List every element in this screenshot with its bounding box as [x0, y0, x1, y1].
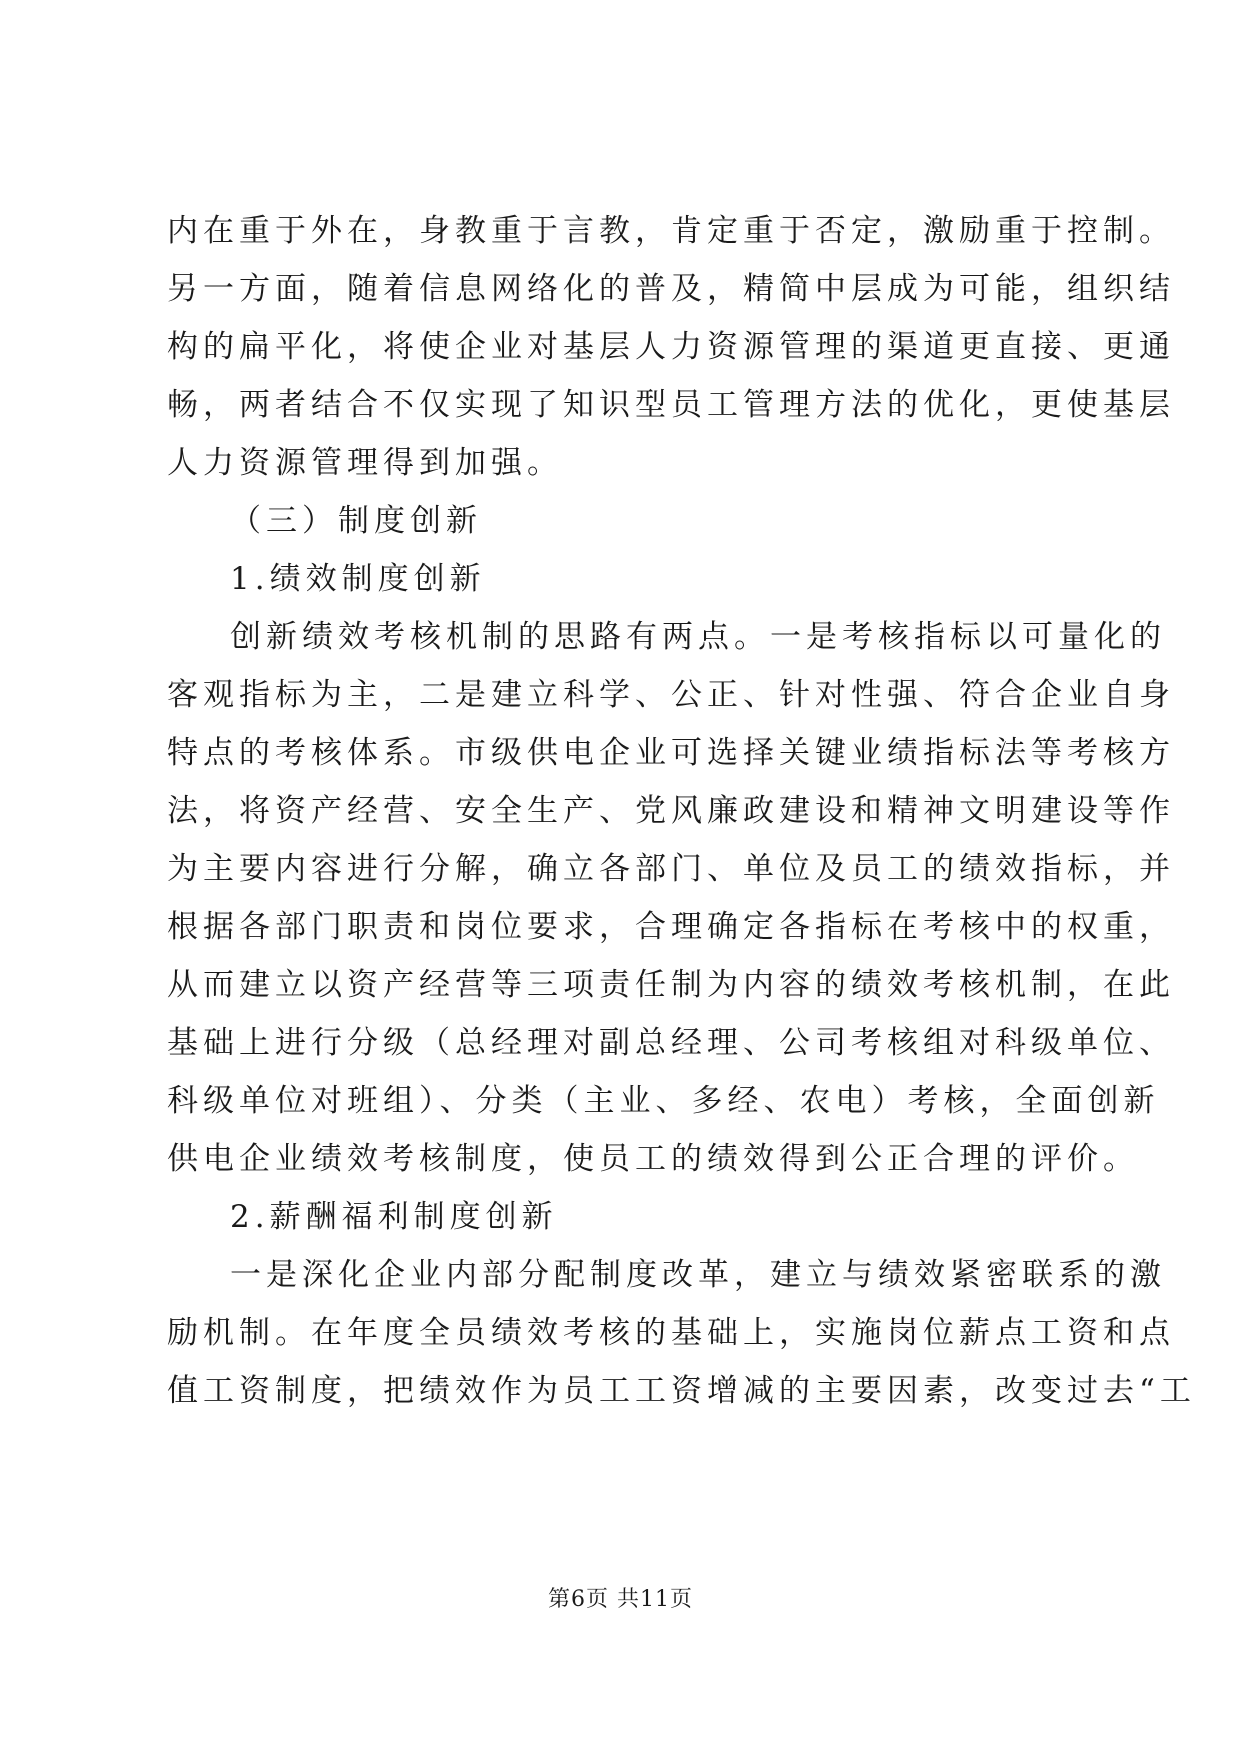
text-line: 法，将资产经营、安全生产、党风廉政建设和精神文明建设等作	[167, 793, 1175, 829]
text-line: 特点的考核体系。市级供电企业可选择关键业绩指标法等考核方	[167, 735, 1175, 771]
text-line: 励机制。在年度全员绩效考核的基础上，实施岗位薪点工资和点	[167, 1315, 1175, 1351]
section-heading: （三）制度创新	[230, 503, 482, 539]
text-line: 基础上进行分级（总经理对副总经理、公司考核组对科级单位、	[167, 1025, 1175, 1061]
text-line: 人力资源管理得到加强。	[167, 445, 563, 481]
text-line: 从而建立以资产经营等三项责任制为内容的绩效考核机制，在此	[167, 967, 1175, 1003]
text-line: 构的扁平化，将使企业对基层人力资源管理的渠道更直接、更通	[167, 329, 1175, 365]
text-line: 为主要内容进行分解，确立各部门、单位及员工的绩效指标，并	[167, 851, 1175, 887]
text-line: 一是深化企业内部分配制度改革，建立与绩效紧密联系的激	[230, 1257, 1166, 1293]
page-number-footer: 第6页 共11页	[548, 1587, 693, 1612]
subsection-heading: 2.薪酬福利制度创新	[230, 1199, 558, 1235]
text-line: 创新绩效考核机制的思路有两点。一是考核指标以可量化的	[230, 619, 1166, 655]
text-line: 值工资制度，把绩效作为员工工资增减的主要因素，改变过去“工	[167, 1373, 1196, 1409]
text-line: 供电企业绩效考核制度，使员工的绩效得到公正合理的评价。	[167, 1141, 1139, 1177]
text-line: 科级单位对班组）、分类（主业、多经、农电）考核，全面创新	[167, 1083, 1160, 1119]
text-line: 畅，两者结合不仅实现了知识型员工管理方法的优化，更使基层	[167, 387, 1175, 423]
text-line: 内在重于外在，身教重于言教，肯定重于否定，激励重于控制。	[167, 213, 1175, 249]
subsection-heading: 1.绩效制度创新	[230, 561, 486, 597]
text-line: 另一方面，随着信息网络化的普及，精简中层成为可能，组织结	[167, 271, 1175, 307]
text-line: 客观指标为主，二是建立科学、公正、针对性强、符合企业自身	[167, 677, 1175, 713]
text-line: 根据各部门职责和岗位要求，合理确定各指标在考核中的权重，	[167, 909, 1175, 945]
